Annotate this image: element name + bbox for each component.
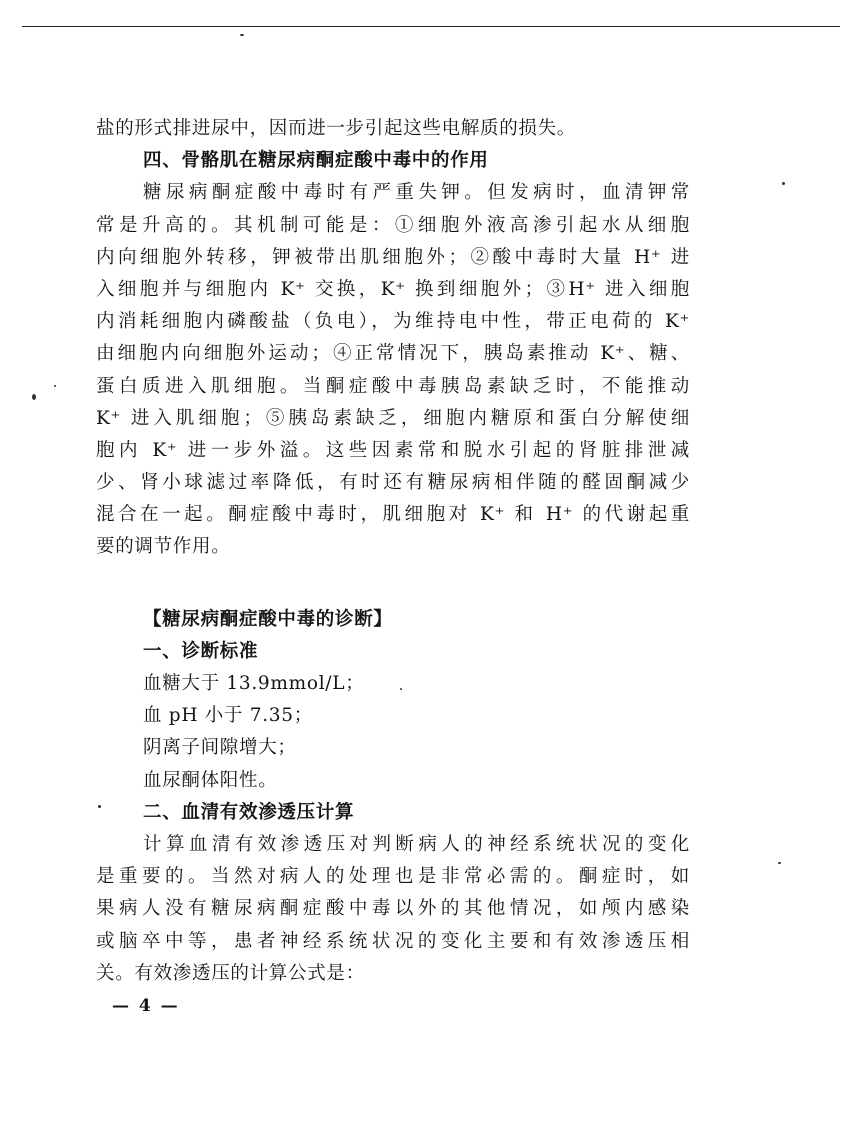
paragraph-line: 要的调节作用。 <box>96 536 231 558</box>
spacer <box>96 564 690 604</box>
chapter-heading: 【糖尿病酮症酸中毒的诊断】 <box>143 608 393 630</box>
paragraph-line: 或脑卒中等，患者神经系统状况的变化主要和有效渗透压相 <box>96 930 690 952</box>
paragraph-line: 盐的形式排进尿中，因而进一步引起这些电解质的损失。 <box>96 118 577 139</box>
scan-speck <box>54 385 56 387</box>
paragraph-line: 是重要的。当然对病人的处理也是非常必需的。酮症时，如 <box>96 866 690 888</box>
paragraph-line: 内向细胞外转移，钾被带出肌细胞外；②酸中毒时大量 H⁺ 进 <box>96 246 690 268</box>
criteria-item: 血尿酮体阳性。 <box>143 769 278 791</box>
paragraph-line: 入细胞并与细胞内 K⁺ 交换，K⁺ 换到细胞外；③H⁺ 进入细胞 <box>96 278 690 300</box>
section-heading: 二、血清有效渗透压计算 <box>143 801 355 823</box>
paragraph-line: 内消耗细胞内磷酸盐（负电），为维持电中性，带正电荷的 K⁺ <box>96 311 690 333</box>
criteria-item: 阴离子间隙增大； <box>143 737 297 759</box>
top-rule <box>22 26 840 27</box>
paragraph-line: 常是升高的。其机制可能是：①细胞外液高渗引起水从细胞 <box>96 214 690 236</box>
scan-speck <box>782 182 785 185</box>
criteria-item: 血 pH 小于 7.35； <box>143 705 313 727</box>
paragraph-line: 由细胞内向细胞外运动；④正常情况下，胰岛素推动 K⁺、糖、 <box>96 343 690 365</box>
scan-speck <box>32 394 36 400</box>
paragraph-line: 胞内 K⁺ 进一步外溢。这些因素常和脱水引起的肾脏排泄减 <box>96 439 690 461</box>
body-text <box>96 113 690 990</box>
paragraph-line: 少、肾小球滤过率降低，有时还有糖尿病相伴随的醛固酮减少 <box>96 472 690 494</box>
paragraph-line: 蛋白质进入肌细胞。当酮症酸中毒胰岛素缺乏时，不能推动 <box>96 375 690 397</box>
scan-speck <box>240 34 244 36</box>
paragraph-line: K⁺ 进入肌细胞；⑤胰岛素缺乏，细胞内糖原和蛋白分解使细 <box>96 407 690 429</box>
paragraph-line: 关。有效渗透压的计算公式是： <box>96 962 365 984</box>
scan-speck <box>778 862 781 864</box>
paragraph-line: 果病人没有糖尿病酮症酸中毒以外的其他情况，如颅内感染 <box>96 898 690 920</box>
criteria-item: 血糖大于 13.9mmol/L； <box>143 673 365 694</box>
section-heading: 四、骨骼肌在糖尿病酮症酸中毒中的作用 <box>143 150 489 172</box>
paragraph-line: 糖尿病酮症酸中毒时有严重失钾。但发病时，血清钾常 <box>143 182 690 204</box>
section-heading: 一、诊断标准 <box>143 640 259 662</box>
paragraph-line: 混合在一起。酮症酸中毒时，肌细胞对 K⁺ 和 H⁺ 的代谢起重 <box>96 504 690 526</box>
paragraph-line: 计算血清有效渗透压对判断病人的神经系统状况的变化 <box>143 833 690 855</box>
page-number: — 4 — <box>112 996 180 1016</box>
